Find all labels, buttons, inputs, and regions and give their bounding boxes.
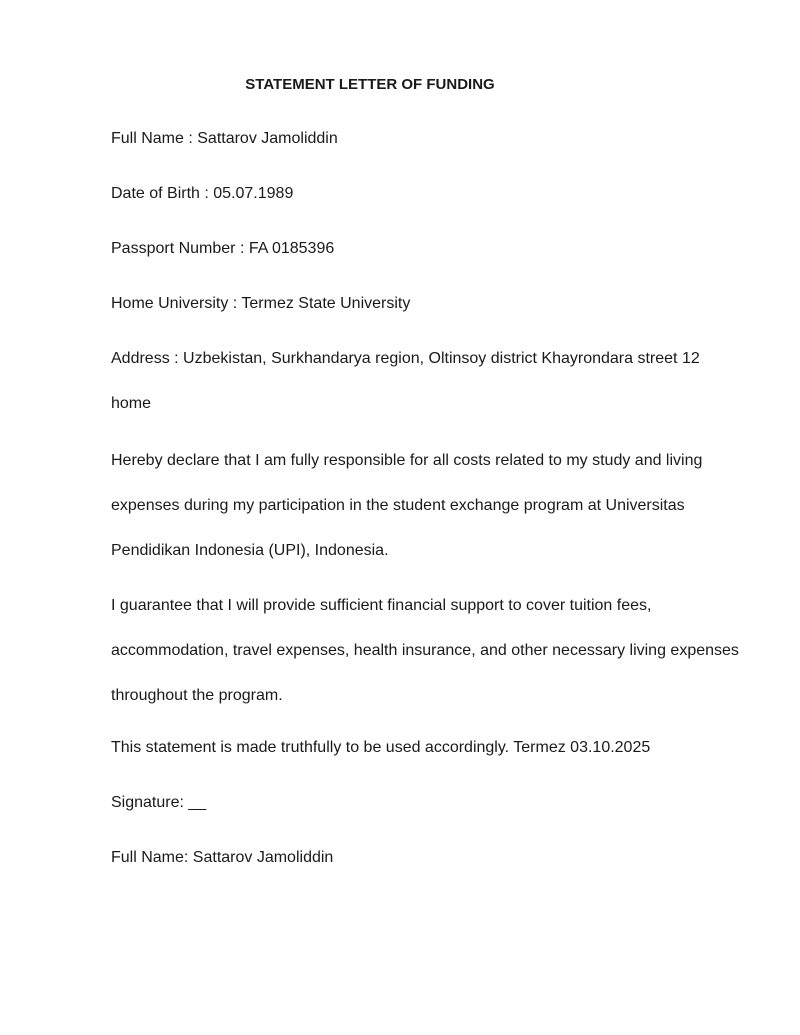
guarantee-paragraph: I guarantee that I will provide sufficient financial support to cover tuition fees, accommodation, travel expenses, health insurance, and other necessary living expenses throughout the program. bbox=[111, 597, 739, 704]
statement-line: This statement is made truthfully to be used accordingly. Termez 03.10.2025 bbox=[111, 739, 651, 756]
full-name-signature-field: Full Name: Sattarov Jamoliddin bbox=[111, 849, 334, 866]
signature-line: Signature: __ bbox=[111, 794, 207, 811]
declaration-paragraph: Hereby declare that I am fully responsible for all costs related to my study and living expenses during my participation in the student exchange program at Universitas Pendidikan Indonesia (UPI), Indonesia. bbox=[111, 452, 703, 559]
home-university-field: Home University : Termez State University bbox=[111, 295, 411, 312]
date-of-birth-field: Date of Birth : 05.07.1989 bbox=[111, 185, 294, 202]
document-title: STATEMENT LETTER OF FUNDING bbox=[245, 76, 495, 93]
full-name-field: Full Name : Sattarov Jamoliddin bbox=[111, 130, 338, 147]
address-field-continuation: home bbox=[111, 395, 152, 412]
address-field: Address : Uzbekistan, Surkhandarya region, Oltinsoy district Khayrondara street 12 bbox=[111, 350, 700, 367]
passport-number-field: Passport Number : FA 0185396 bbox=[111, 240, 335, 257]
